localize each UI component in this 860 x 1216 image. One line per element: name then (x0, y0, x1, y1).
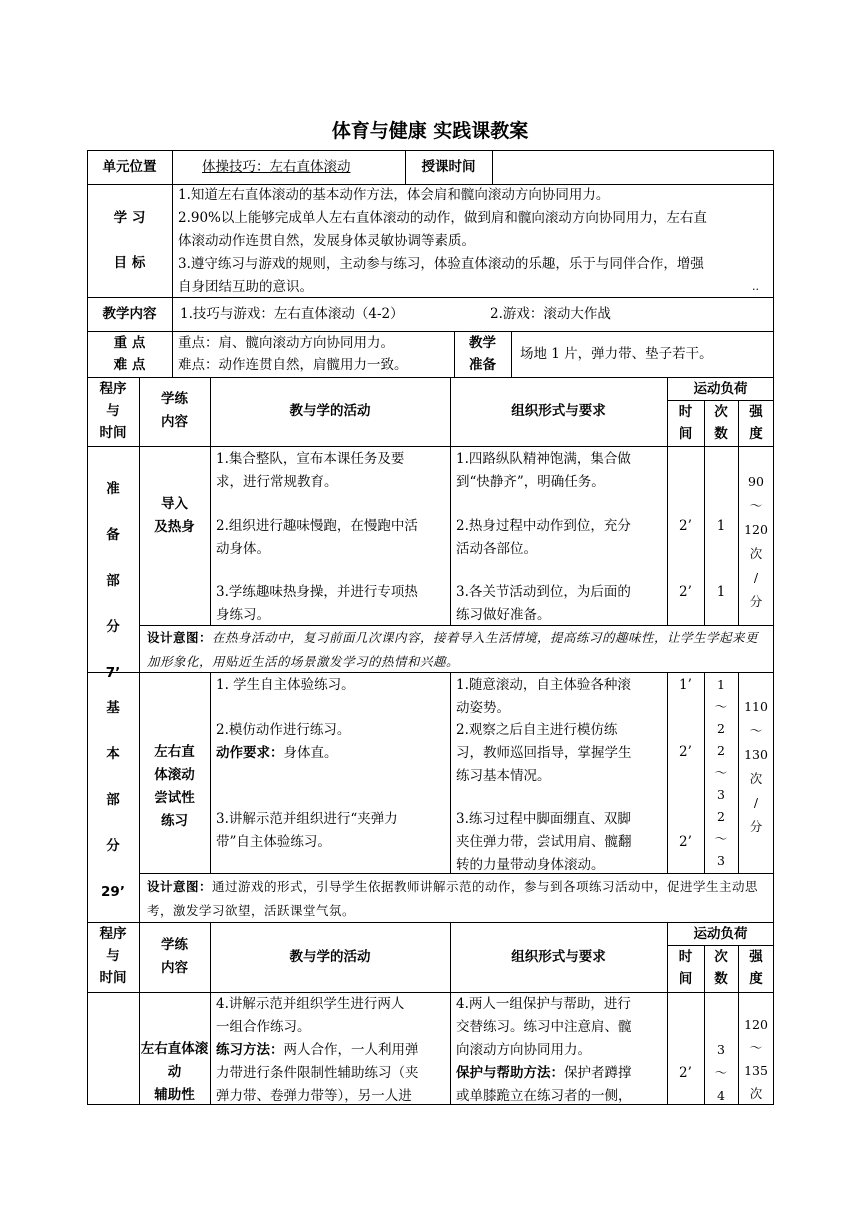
time-label: 授课时间 (421, 159, 476, 175)
basic-org-1 (456, 674, 667, 720)
count-line: 1 (717, 677, 725, 692)
count-line: 3 (717, 1042, 725, 1057)
unit-value: 体操技巧：左右直体滚动 (202, 159, 351, 175)
prep-design-note (147, 626, 769, 674)
intensity-line: 135 (744, 1063, 768, 1078)
content-label: 教学内容 (102, 306, 157, 322)
intensity-line: 120 (744, 1017, 768, 1032)
text-line: 4.两人一组保护与帮助，进行 (456, 996, 631, 1012)
intensity-line: / (753, 795, 759, 810)
unit-label: 单元位置 (102, 159, 157, 175)
header-learn-line: 学练 (161, 937, 188, 953)
text-line: 身练习。 (216, 607, 270, 623)
header-proc-line: 时间 (99, 970, 127, 986)
section-label-char: 本 (106, 746, 120, 762)
text-line: 4.讲解示范并组织学生进行两人 (216, 996, 405, 1012)
header-count-line: 次 (714, 949, 728, 965)
text-line: 夹住弹力带，尝试用肩、髋翻 (456, 834, 632, 850)
req-label: 动作要求： (216, 745, 284, 761)
intensity-line: ～ (749, 498, 763, 513)
text-line: 转的力量带动身体滚动。 (456, 857, 605, 873)
basic-activity-1: 1. 学生自主体验练习。 (216, 677, 355, 693)
aux-org (456, 993, 667, 1108)
objective-line: 3.遵守练习与游戏的规则，主动参与练习，体验直体滚动的乐趣，乐于与同伴合作，增强 (178, 256, 704, 272)
difficulty-point: 难点：动作连贯自然，肩髋用力一致。 (178, 357, 408, 373)
header-time-line: 时 (678, 404, 693, 420)
text-line: 动姿势。 (456, 700, 510, 716)
text-line: 活动各部位。 (456, 541, 537, 557)
header-intensity-line: 强 (749, 949, 763, 965)
basic-count (704, 674, 738, 872)
aux-count (704, 1038, 738, 1107)
keypoints-label-1: 重 点 (113, 335, 146, 351)
header-time (667, 401, 704, 445)
prep-org-2 (456, 515, 667, 561)
header-time-line: 时 (678, 949, 693, 965)
design-label: 设计意图： (147, 630, 213, 645)
header-intensity-line: 强 (749, 404, 763, 420)
text-line: 2.组织进行趣味慢跑，在慢跑中活 (216, 518, 418, 534)
header-proc (87, 923, 139, 989)
header-load: 运动负荷 (693, 926, 748, 942)
section-label-char: 准 (106, 481, 120, 497)
text-line: 1.集合整队，宣布本课任务及要 (216, 451, 405, 467)
objective-line: 1.知道左右直体滚动的基本动作方法，体会肩和髋向滚动方向协同用力。 (178, 187, 610, 203)
count-line: 2 (717, 721, 725, 736)
design-text: 通过游戏的形式，引导学生依据教师讲解示范的动作，参与到各项练习活动中，促进学生主动思考，激发学习欲望，活跃课堂气氛。 (147, 879, 759, 918)
intensity-line: / (753, 570, 759, 585)
text-line: 向滚动方向协同用力。 (456, 1042, 591, 1058)
count-line: 2 (717, 809, 725, 824)
count-line: ～ (714, 1065, 728, 1080)
section-label-char: 分 (106, 838, 120, 854)
objective-line: 2.90%以上能够完成单人左右直体滚动的动作，做到肩和髋向滚动方向协同用力，左右直 (178, 210, 707, 226)
text-line (216, 742, 450, 765)
section-label-char: 部 (106, 573, 120, 589)
prep-org-1 (456, 448, 667, 494)
text-line: 1.四路纵队精神饱满，集合做 (456, 451, 631, 467)
count-line: ～ (714, 831, 728, 846)
basic-intensity (738, 695, 774, 839)
text-line: 1.随意滚动，自主体验各种滚 (456, 677, 631, 693)
content-item-1: 1.技巧与游戏：左右直体滚动（4-2） (180, 306, 404, 322)
header-proc (87, 378, 139, 444)
section-label-char: 分 (106, 619, 120, 635)
header-intensity (738, 946, 774, 990)
header-intensity-line: 度 (749, 426, 763, 442)
text-line: 3.各关节活动到位，为后面的 (456, 584, 631, 600)
prep-activity-3 (216, 581, 450, 627)
intensity-line: 120 (744, 522, 768, 537)
prep-label-1: 教学 (469, 335, 496, 351)
section-label-char: 29’ (101, 884, 125, 900)
aux-learn (139, 1038, 210, 1107)
prep-intensity (738, 470, 774, 614)
text-line: 3.练习过程中脚面绷直、双脚 (456, 811, 631, 827)
header-proc-line: 与 (106, 403, 120, 419)
prep-count-3: 1 (716, 584, 726, 600)
header-count-line: 数 (714, 426, 728, 442)
text-line: 习，教师巡回指导，掌握学生 (456, 745, 632, 761)
text-line: 求，进行常规教育。 (216, 474, 338, 490)
text-line: 练习做好准备。 (456, 607, 551, 623)
intensity-line: 130 (744, 747, 768, 762)
prep-time-3: 2’ (679, 584, 692, 600)
aux-activity (216, 993, 450, 1108)
header-count (704, 946, 738, 990)
header-intensity (738, 401, 774, 445)
basic-org-3 (456, 808, 667, 877)
learn-line: 左右直 (154, 744, 195, 760)
text-line: 到“快静齐”，明确任务。 (456, 474, 605, 490)
header-count-line: 次 (714, 404, 728, 420)
count-line: 3 (717, 787, 725, 802)
text-line: 2.观察之后自主进行模仿练 (456, 722, 618, 738)
basic-activity-2 (216, 719, 450, 765)
count-line: 2 (717, 743, 725, 758)
text-line: 带”自主体验练习。 (216, 834, 331, 850)
protect-text: 保护者蹲撑 (564, 1065, 632, 1081)
learn-line: 练习 (161, 813, 188, 829)
header-activity: 教与学的活动 (289, 403, 371, 419)
basic-activity-3 (216, 808, 450, 854)
intensity-line: 分 (749, 819, 763, 834)
basic-section-label (87, 685, 139, 915)
header-proc-line: 程序 (99, 926, 127, 942)
aux-time: 2’ (679, 1065, 692, 1081)
text-line: 或单膝跪立在练习者的一侧， (456, 1088, 632, 1104)
learn-line: 导入 (161, 496, 188, 512)
design-label: 设计意图： (147, 879, 213, 894)
header-time-line: 间 (678, 426, 693, 442)
intensity-line: 90 (748, 474, 764, 489)
prep-label-2: 准备 (469, 357, 496, 373)
count-line: ～ (714, 765, 728, 780)
header-learn-line: 内容 (161, 414, 188, 430)
header-learn (139, 388, 210, 434)
prep-activity-2 (216, 515, 450, 561)
learn-line: 辅助性 (154, 1087, 195, 1103)
header-org: 组织形式与要求 (511, 949, 606, 965)
prep-value: 场地 1 片，弹力带、垫子若干。 (520, 346, 713, 362)
text-line: 练习基本情况。 (456, 768, 551, 784)
basic-org-2 (456, 719, 667, 788)
text-line (456, 1062, 667, 1085)
basic-time-1: 1’ (679, 677, 692, 693)
header-org: 组织形式与要求 (511, 403, 606, 419)
text-line: 动身体。 (216, 541, 270, 557)
req-text: 身体直。 (283, 745, 338, 761)
content-item-2: 2.游戏：滚动大作战 (490, 306, 611, 322)
section-label-char: 7’ (105, 665, 121, 681)
text-line (216, 1039, 450, 1062)
basic-learn (139, 741, 210, 833)
prep-activity-1 (216, 448, 450, 494)
count-line: ～ (714, 699, 728, 714)
header-time-line: 间 (678, 971, 693, 987)
objective-line: 自身团结互助的意识。 (178, 279, 313, 295)
header-learn (139, 934, 210, 980)
prep-count-2: 1 (716, 518, 726, 534)
prep-section-label (87, 466, 139, 696)
section-label-char: 部 (106, 792, 120, 808)
learn-line: 体滚动 (154, 767, 195, 783)
objective-line: 体滚动动作连贯自然，发展身体灵敏协调等素质。 (178, 233, 475, 249)
count-line: 4 (717, 1088, 725, 1103)
intensity-line: ～ (749, 1040, 763, 1055)
objectives-text (178, 184, 772, 299)
header-load: 运动负荷 (693, 381, 748, 397)
method-label: 练习方法： (216, 1042, 284, 1058)
page-title: 体育与健康 实践课教案 (331, 120, 529, 142)
learn-line: 及热身 (154, 519, 195, 535)
header-proc-line: 与 (106, 948, 120, 964)
objectives-label-2: 目 标 (113, 255, 146, 271)
header-intensity-line: 度 (749, 971, 763, 987)
key-point: 重点：肩、髋向滚动方向协同用力。 (178, 335, 394, 351)
header-activity: 教与学的活动 (289, 949, 371, 965)
learn-line: 尝试性 (154, 790, 195, 806)
aux-intensity (738, 1013, 774, 1105)
header-count-line: 数 (714, 971, 728, 987)
count-line: 3 (717, 853, 725, 868)
header-learn-line: 内容 (161, 960, 188, 976)
section-label-char: 备 (106, 527, 120, 543)
header-proc-line: 时间 (99, 425, 127, 441)
text-line: 2.热身过程中动作到位，充分 (456, 518, 631, 534)
basic-design-note (147, 875, 769, 923)
objectives-mark: .. (752, 280, 759, 293)
intensity-line: 110 (744, 699, 768, 714)
design-text: 在热身活动中，复习前面几次课内容，接着导入生活情境，提高练习的趣味性，让学生学起来更加形象化，用贴近生活的场景激发学习的热情和兴趣。 (147, 630, 759, 669)
prep-org-3 (456, 581, 667, 627)
method-text: 两人合作，一人利用弹 (283, 1042, 419, 1058)
text-line: 一组合作练习。 (216, 1019, 311, 1035)
intensity-line: ～ (749, 723, 763, 738)
prep-time-2: 2’ (679, 518, 692, 534)
basic-time-2: 2’ (679, 744, 692, 760)
intensity-line: 分 (749, 594, 763, 609)
section-label-char: 基 (106, 700, 120, 716)
intensity-line: 次 (749, 546, 763, 561)
text-line: 3.讲解示范并组织进行“夹弹力 (216, 811, 398, 827)
text-line: 2.模仿动作进行练习。 (216, 722, 351, 738)
intensity-line: 次 (749, 1086, 763, 1101)
objectives-label-1: 学 习 (113, 210, 146, 226)
text-line: 力带进行条件限制性辅助练习（夹 (216, 1065, 419, 1081)
header-proc-line: 程序 (99, 381, 127, 397)
header-time (667, 946, 704, 990)
header-count (704, 401, 738, 445)
prep-learn (139, 493, 210, 539)
learn-line: 左右直体滚动 (140, 1041, 209, 1080)
basic-time-3: 2’ (679, 834, 692, 850)
intensity-line: 次 (749, 771, 763, 786)
keypoints-label-2: 难 点 (113, 357, 146, 373)
header-learn-line: 学练 (161, 391, 188, 407)
text-line: 弹力带、卷弹力带等），另一人进 (216, 1088, 412, 1104)
text-line: 3.学练趣味热身操，并进行专项热 (216, 584, 418, 600)
protect-label: 保护与帮助方法： (456, 1065, 564, 1081)
text-line: 交替练习。练习中注意肩、髋 (456, 1019, 632, 1035)
